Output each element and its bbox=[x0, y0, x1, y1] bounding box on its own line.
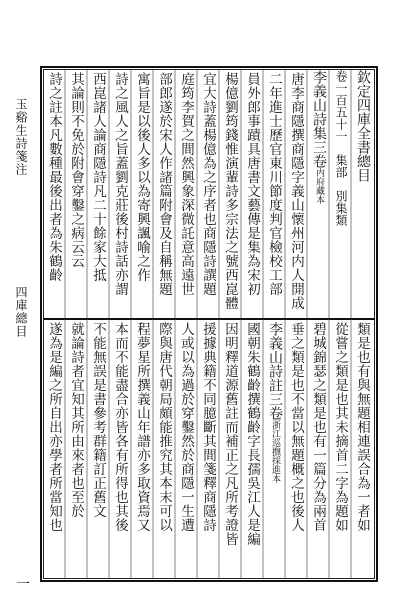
text-column: 唐李商隱撰商隱字義山懷州河内人開成 bbox=[288, 72, 304, 310]
entry-note-1: 内府藏本 bbox=[314, 168, 324, 204]
text-column: 從嘗之類是也其未摘首二字為題如 bbox=[332, 322, 348, 532]
section-heading: 卷一百五十一 集部 別集類 bbox=[334, 70, 348, 226]
text-column: 不能無誤是書參考群籍訂正舊文 bbox=[90, 322, 106, 518]
text-column: 西崑諸人論商隱詩凡二十餘家大抵 bbox=[90, 72, 106, 282]
entry-title-2 bbox=[267, 322, 282, 576]
text-column: 援據典籍不同臆斷其間箋釋商隱詩 bbox=[200, 322, 216, 532]
text-column: 宜大詩蓋楊億為之序者也商隱詩譔題 bbox=[200, 72, 216, 296]
page-title: 欽定四庫全書總目 bbox=[355, 70, 371, 182]
text-column: 庭筠李賀之間然興象深微託意高遠世 bbox=[178, 72, 194, 296]
text-column: 因明釋道源舊註而補正之凡所考證皆 bbox=[222, 322, 238, 546]
text-column: 楊億劉筠錢惟演輩詩多宗法之號西崑體 bbox=[222, 72, 238, 310]
text-column: 二年進士歷官東川節度判官檢校工部 bbox=[266, 72, 282, 296]
text-column: 類是也有與無題相連誤合為一者如 bbox=[354, 322, 370, 532]
text-column: 際與唐代朝局頗能推究其本末可以 bbox=[156, 322, 172, 532]
text-column: 其論則不免於附會穿鑿之病云云 bbox=[68, 72, 84, 268]
text-column: 碧城錦瑟之類是也有一篇分為兩首 bbox=[310, 322, 326, 532]
entry-title-2-text: 李義山詩註三卷 bbox=[267, 322, 283, 420]
text-column: 就論詩者宜知其所由來者也至於 bbox=[68, 322, 84, 518]
entry-note-2: 浙江巡撫採進本 bbox=[270, 420, 280, 483]
text-column: 部郎遂於宋人作諸篇附會及自稱無題 bbox=[156, 72, 172, 296]
text-column: 員外郎事蹟具唐書文藝傳是集為宋初 bbox=[244, 72, 260, 296]
text-column: 垂之類是也不當以無題概之也後人 bbox=[288, 322, 304, 532]
margin-section: 四庫總目 bbox=[14, 286, 28, 338]
text-column: 程夢星所撰義山年譜亦多取資焉又 bbox=[134, 322, 150, 532]
text-column: 詩之風人之旨蓋劉克莊後村詩話亦謂 bbox=[112, 72, 128, 296]
margin-book-title: 玉谿生詩箋注 bbox=[14, 98, 28, 176]
text-column: 詩之註本凡數種最後出者為朱鶴齡 bbox=[46, 72, 62, 282]
folio-number: 一 bbox=[16, 577, 30, 593]
text-column: 遂為是編之所自出亦學者所當知也 bbox=[46, 322, 62, 532]
text-column: 人或以為過於穿鑿然於商隱一生遭 bbox=[178, 322, 194, 532]
text-column: 國朝朱鶴齡撰鶴齡字長孺吳江人是編 bbox=[244, 322, 260, 546]
entry-title-1-text: 李義山詩集三卷 bbox=[311, 70, 327, 168]
text-column: 本而不能盡合亦皆各有所得也其後 bbox=[112, 322, 128, 532]
entry-title-1 bbox=[311, 70, 326, 310]
text-column: 寓旨是以後人多以為寄興諷喻之作 bbox=[134, 72, 150, 282]
